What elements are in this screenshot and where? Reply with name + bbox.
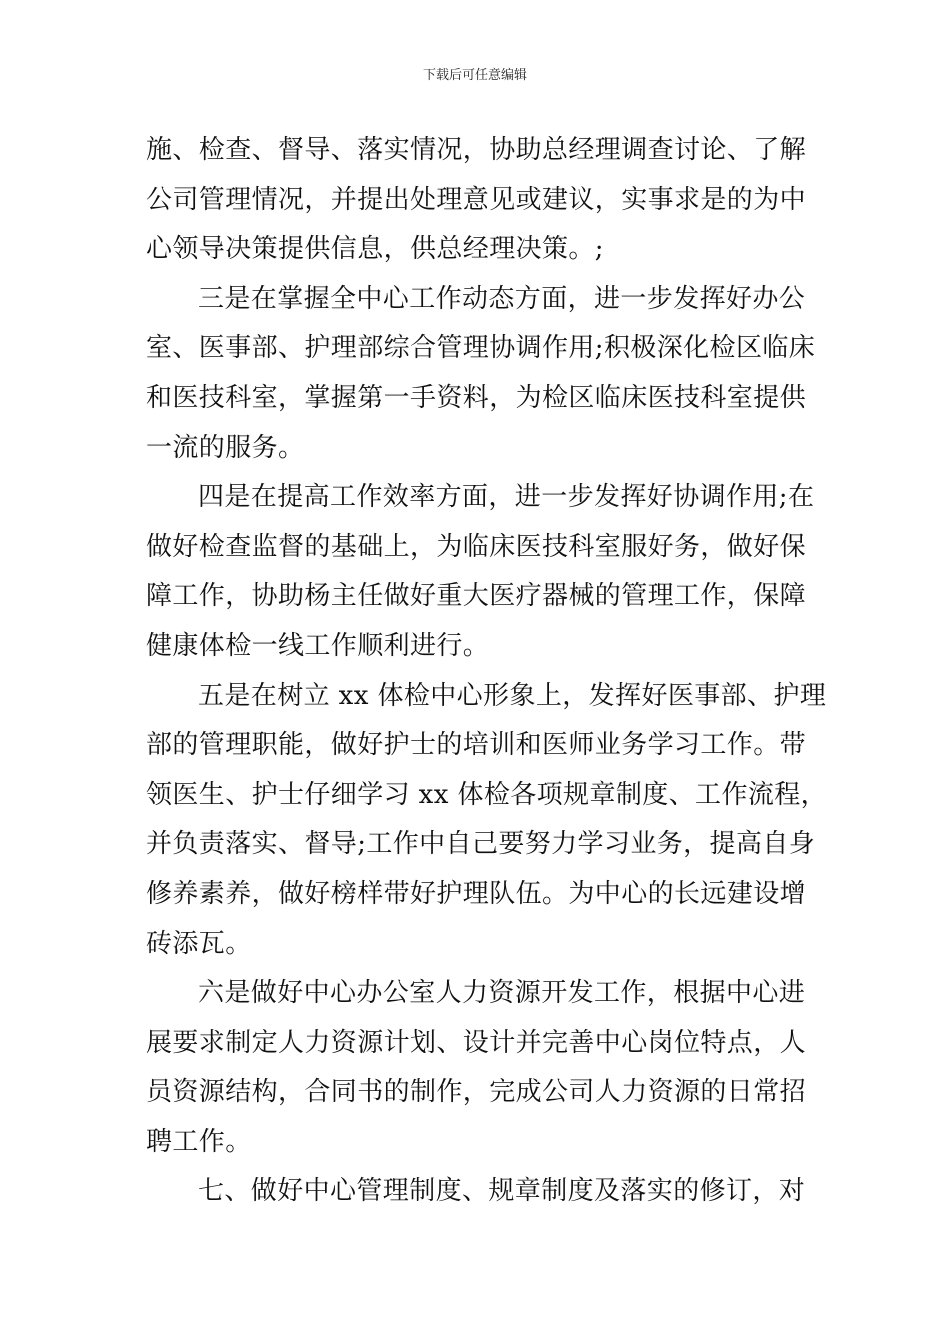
text-line: 四是在提高工作效率方面，进一步发挥好协调作用;在 [198, 482, 815, 513]
text-line: 健康体检一线工作顺利进行。 [146, 630, 490, 661]
text-line: 砖添瓦。 [146, 928, 252, 959]
text-line: 领医生、护士仔细学习 xx 体检各项规章制度、工作流程， [146, 779, 828, 810]
paragraph [146, 1167, 810, 1217]
paragraph [146, 275, 816, 473]
text-line: 五是在树立 xx 体检中心形象上，发挥好医事部、护理 [198, 680, 827, 711]
paragraph [146, 672, 828, 970]
text-line: 施、检查、督导、落实情况，协助总经理调查讨论、了解 [146, 135, 807, 165]
text-line: 三是在掌握全中心工作动态方面，进一步发挥好办公 [198, 283, 806, 314]
paragraph [146, 473, 815, 671]
paragraph [146, 126, 810, 275]
text-line: 展要求制定人力资源计划、设计并完善中心岗位特点，人 [146, 1027, 807, 1058]
text-line: 心领导决策提供信息，供总经理决策。; [146, 234, 604, 265]
page-header: 下载后可任意编辑 [422, 68, 527, 83]
text-line: 七、做好中心管理制度、规章制度及落实的修订，对 [198, 1176, 806, 1207]
text-line: 公司管理情况，并提出处理意见或建议，实事求是的为中 [146, 184, 807, 215]
paragraph [146, 969, 810, 1167]
text-line: 障工作，协助杨主任做好重大医疗器械的管理工作，保障 [146, 581, 807, 612]
text-line: 六是做好中心办公室人力资源开发工作，根据中心进 [198, 978, 806, 1009]
text-line: 部的管理职能，做好护士的培训和医师业务学习工作。带 [146, 730, 807, 761]
text-line: 一流的服务。 [146, 432, 305, 463]
text-line: 并负责落实、督导;工作中自己要努力学习业务，提高自身 [146, 829, 816, 860]
text-line: 修养素养，做好榜样带好护理队伍。为中心的长远建设增 [146, 878, 807, 909]
text-line: 聘工作。 [146, 1126, 252, 1157]
text-line: 做好检查监督的基础上，为临床医技科室服好务，做好保 [146, 531, 807, 562]
document-body [146, 126, 828, 1217]
text-line: 和医技科室，掌握第一手资料，为检区临床医技科室提供 [146, 382, 807, 413]
text-line: 室、医事部、护理部综合管理协调作用;积极深化检区临床 [146, 333, 816, 364]
text-line: 员资源结构，合同书的制作，完成公司人力资源的日常招 [146, 1077, 807, 1108]
